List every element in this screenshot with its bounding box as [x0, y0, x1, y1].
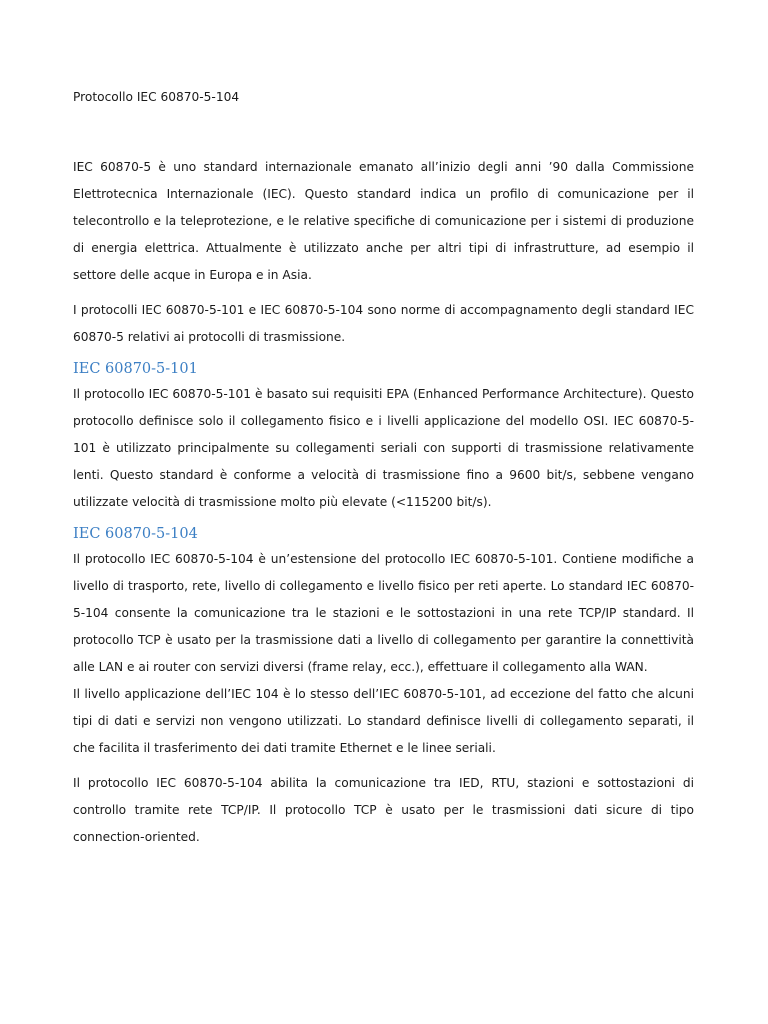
section-101-paragraph: Il protocollo IEC 60870-5-101 è basato sui requisiti EPA (Enhanced Performance Architecture). Questo protocollo definisce solo il collegamento fisico e i livelli applicazione del modello OSI. IEC 60870-5-101 è utilizzato principalmente su collegamenti seriali con supporti di trasmissione relativamente lenti. Questo standard è conforme a velocità di trasmissione fino a 9600 bit/s, sebbene vengano utilizzate velocità di trasmissione molto più elevate (<115200 bit/s).: [73, 387, 694, 509]
section-heading-101: IEC 60870-5-101: [73, 361, 198, 377]
section-104-paragraph-3: Il protocollo IEC 60870-5-104 abilita la comunicazione tra IED, RTU, stazioni e sottostazioni di controllo tramite rete TCP/IP. Il protocollo TCP è usato per le trasmissioni dati sicure di tipo connection-oriented.: [73, 776, 694, 844]
section-heading-104: IEC 60870-5-104: [73, 526, 198, 542]
document-content: [73, 154, 694, 851]
intro-paragraph-1: IEC 60870-5 è uno standard internazionale emanato all’inizio degli anni ’90 dalla Commissione Elettrotecnica Internazionale (IEC). Questo standard indica un profilo di comunicazione per il telecontrollo e la teleprotezione, e le relative specifiche di comunicazione per i sistemi di produzione di energia elettrica. Attualmente è utilizzato anche per altri tipi di infrastrutture, ad esempio il settore delle acque in Europa e in Asia.: [73, 160, 694, 282]
section-104-paragraph-2: Il livello applicazione dell’IEC 104 è lo stesso dell’IEC 60870-5-101, ad eccezione del fatto che alcuni tipi di dati e servizi non vengono utilizzati. Lo standard definisce livelli di collegamento separati, il che facilita il trasferimento dei dati tramite Ethernet e le linee seriali.: [73, 687, 694, 755]
intro-paragraph-2: I protocolli IEC 60870-5-101 e IEC 60870-5-104 sono norme di accompagnamento degli standard IEC 60870-5 relativi ai protocolli di trasmissione.: [73, 303, 694, 344]
document-title: Protocollo IEC 60870-5-104: [73, 90, 240, 104]
section-104-paragraph-1: Il protocollo IEC 60870-5-104 è un’estensione del protocollo IEC 60870-5-101. Contiene modifiche a livello di trasporto, rete, livello di collegamento e livello fisico per reti aperte. Lo standard IEC 60870-5-104 consente la comunicazione tra le stazioni e le sottostazioni in una rete TCP/IP standard. Il protocollo TCP è usato per la trasmissione dati a livello di collegamento per garantire la connettività alle LAN e ai router con servizi diversi (frame relay, ecc.), effettuare il collegamento alla WAN.: [73, 552, 694, 674]
